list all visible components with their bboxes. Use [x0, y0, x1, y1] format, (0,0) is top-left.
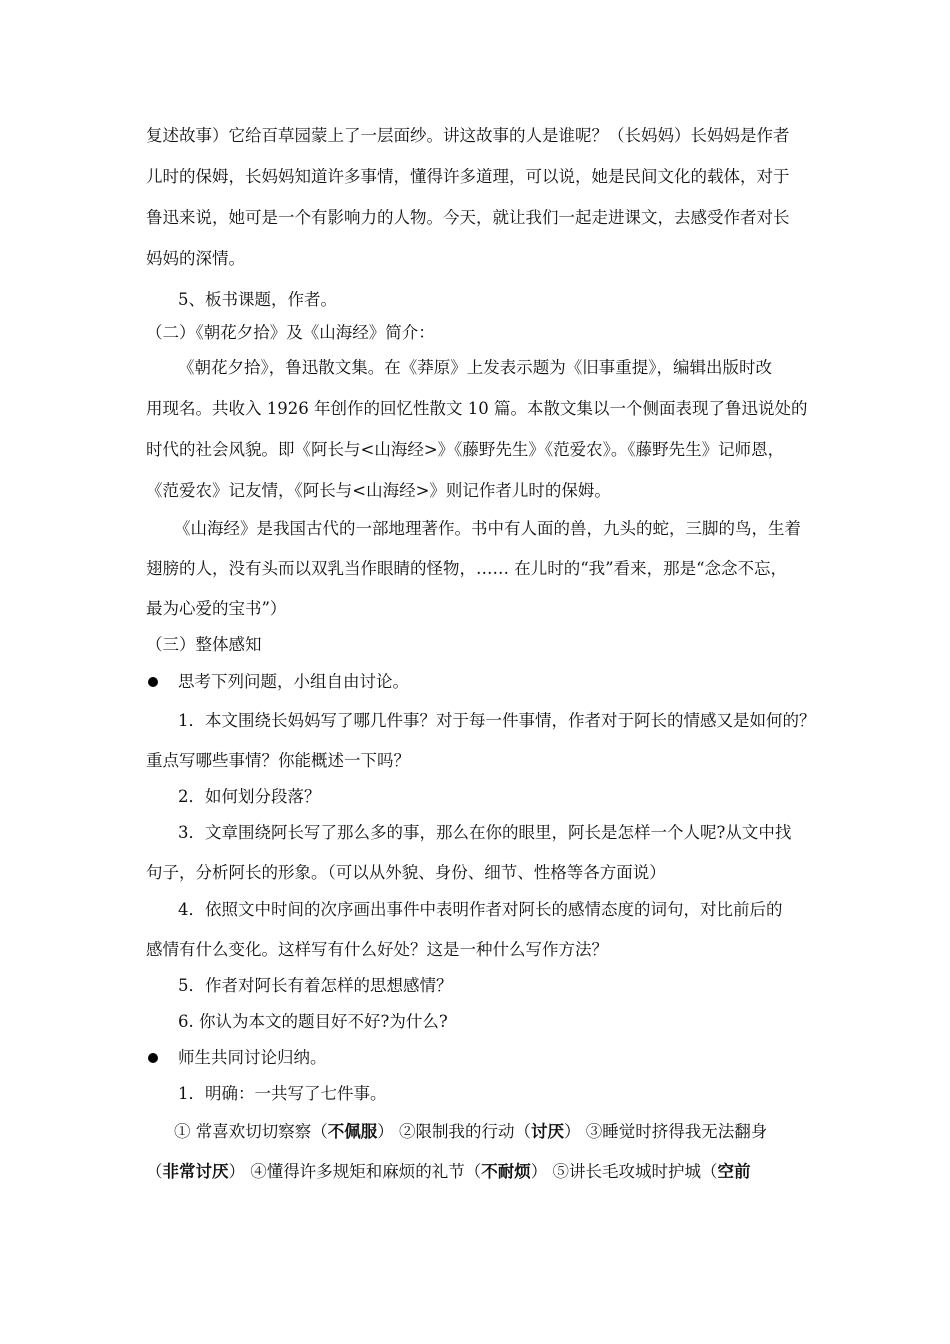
question-6: 6. 你认为本文的题目好不好?为什么?	[178, 1012, 448, 1031]
answer-1: 1．明确：一共写了七件事。	[178, 1084, 387, 1103]
events-text: ） ④懂得许多规矩和麻烦的礼节（	[228, 1162, 482, 1181]
question-3-line-1: 3．文章围绕阿长写了那么多的事，那么在你的眼里，阿长是怎样一个人呢?从文中找	[178, 823, 792, 842]
events-text: ） ⑤讲长毛攻城时护城（	[530, 1162, 718, 1181]
question-3-line-2: 句子，分析阿长的形象。（可以从外貌、身份、细节、性格等各方面说）	[146, 863, 666, 882]
emotion-label: 非常讨厌	[162, 1162, 229, 1181]
events-text: （	[146, 1162, 163, 1181]
events-line-2	[146, 1161, 751, 1183]
emotion-label: 不佩服	[327, 1122, 378, 1141]
step-5: 5、板书课题，作者。	[178, 290, 337, 309]
zhaohua-line-4: 《范爱农》记友情，《阿长与<山海经>》则记作者儿时的保姆。	[146, 481, 611, 500]
events-line-1	[174, 1121, 767, 1143]
zhaohua-line-3: 时代的社会风貌。即《阿长与<山海经>》《藤野先生》《范爱农》。《藤野先生》记师恩，	[146, 440, 785, 459]
section-3-title: （三）整体感知	[146, 635, 262, 654]
events-text: ① 常喜欢切切察察（	[174, 1122, 328, 1141]
intro-line-2: 儿时的保姆，长妈妈知道许多事情，懂得许多道理，可以说，她是民间文化的载体，对于	[146, 167, 790, 186]
zhaohua-line-1: 《朝花夕拾》，鲁迅散文集。在《莽原》上发表示题为《旧事重提》，编辑出版时改	[178, 358, 772, 377]
emotion-label: 空前	[717, 1162, 751, 1181]
shanhai-line-1: 《山海经》是我国古代的一部地理著作。书中有人面的兽，九头的蛇，三脚的鸟，生着	[174, 519, 801, 538]
question-5: 5．作者对阿长有着怎样的思想感情？	[178, 976, 453, 995]
events-text: ） ③睡觉时挤得我无法翻身	[564, 1122, 768, 1141]
intro-line-1: 复述故事）它给百草园蒙上了一层面纱。讲这故事的人是谁呢？（长妈妈）长妈妈是作者	[146, 126, 790, 145]
shanhai-line-2: 翅膀的人，没有头而以双乳当作眼睛的怪物，…… 在儿时的“我”看来，那是“念念不忘，	[146, 559, 788, 578]
bullet-2-text: 师生共同讨论归纳。	[178, 1048, 327, 1067]
section-2-title: （二）《朝花夕拾》及《山海经》简介：	[146, 323, 435, 342]
question-1-line-2: 重点写哪些事情？你能概述一下吗？	[146, 751, 410, 770]
events-text: ） ②限制我的行动（	[377, 1122, 531, 1141]
emotion-label: 不耐烦	[481, 1162, 531, 1181]
emotion-label: 讨厌	[531, 1122, 564, 1141]
intro-line-3: 鲁迅来说，她可是一个有影响力的人物。今天，就让我们一起走进课文，去感受作者对长	[146, 208, 790, 227]
zhaohua-line-2: 用现名。共收入 1926 年创作的回忆性散文 10 篇。本散文集以一个侧面表现了鲁迅说处的	[146, 399, 808, 418]
bullet-1-text: 思考下列问题，小组自由讨论。	[178, 672, 409, 691]
bullet-dot-icon	[148, 1053, 158, 1063]
question-4-line-1: 4．依照文中时间的次序画出事件中表明作者对阿长的感情态度的词句，对比前后的	[178, 900, 783, 919]
intro-line-4: 妈妈的深情。	[146, 249, 245, 268]
question-2: 2．如何划分段落？	[178, 787, 321, 806]
question-4-line-2: 感情有什么变化。这样写有什么好处？这是一种什么写作方法？	[146, 940, 608, 959]
question-1-line-1: 1．本文围绕长妈妈写了哪几件事？对于每一件事情，作者对于阿长的情感又是如何的？	[178, 711, 816, 730]
bullet-dot-icon	[148, 677, 158, 687]
shanhai-line-3: 最为心爱的宝书”）	[146, 599, 287, 618]
